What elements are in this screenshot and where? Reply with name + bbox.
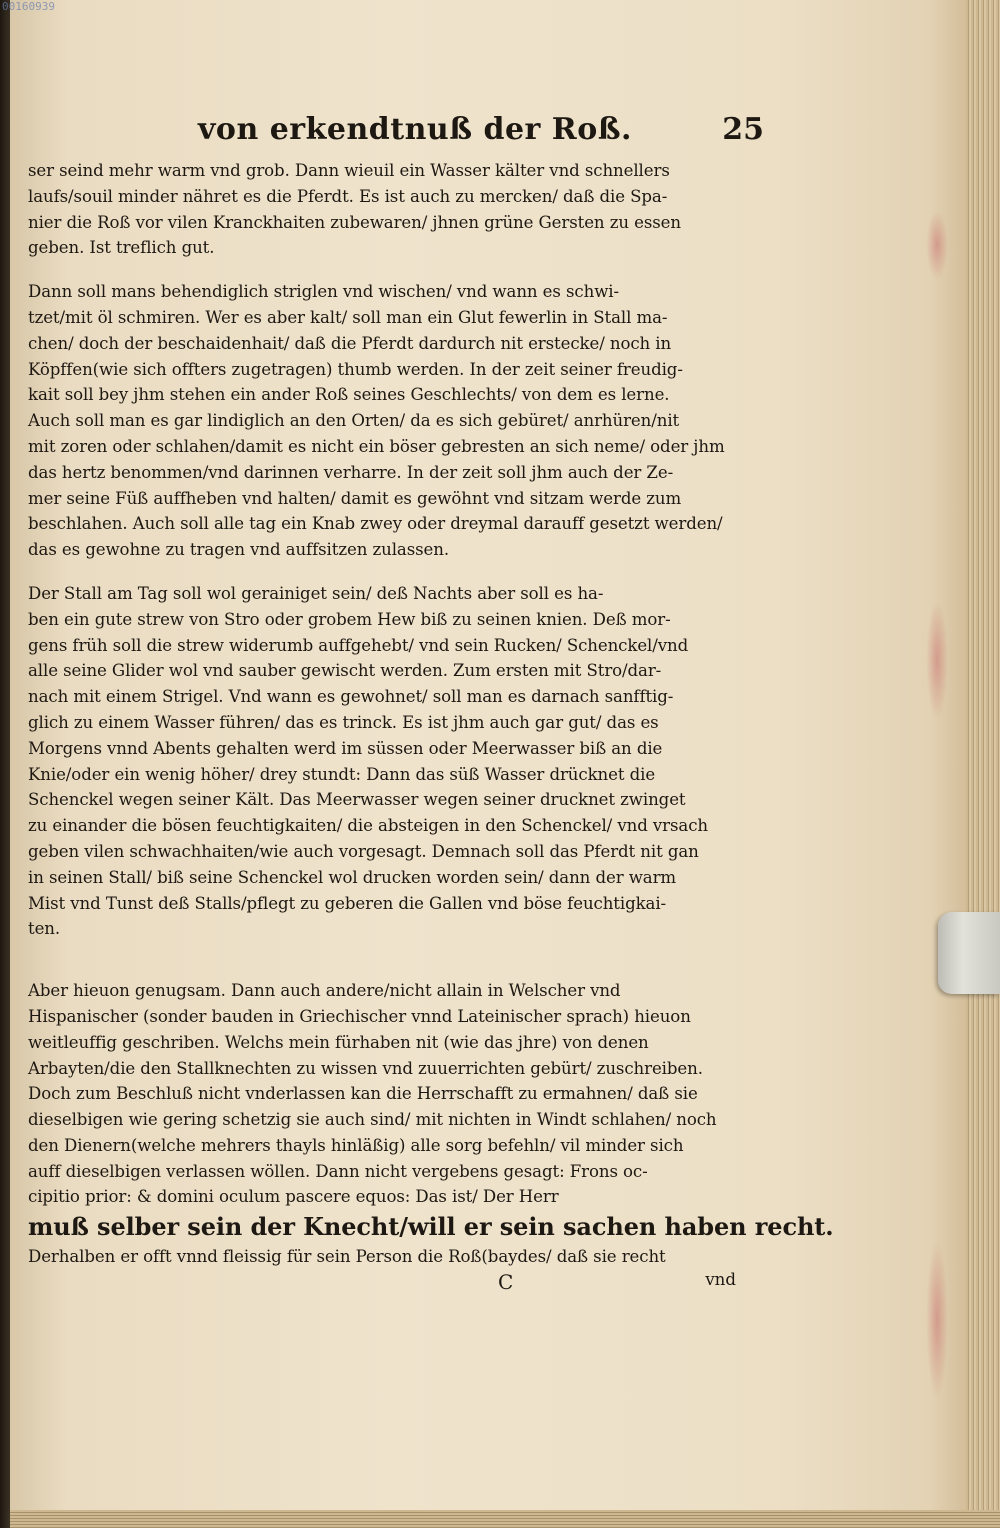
page-stain	[926, 600, 948, 720]
paragraph-3	[28, 581, 756, 942]
text-line: Köpffen(wie sich offters zugetragen) thumb werden. In der zeit seiner freudig-	[28, 359, 683, 379]
text-line: kait soll bey jhm stehen ein ander Roß seines Geschlechts/ von dem es lerne.	[28, 385, 670, 405]
paragraph-2	[28, 279, 756, 563]
text-line: Knie/oder ein wenig höher/ drey stundt: Dann das süß Wasser drücknet die	[28, 764, 656, 784]
text-line: ser seind mehr warm vnd grob. Dann wieuil ein Wasser kälter vnd schnellers	[28, 161, 670, 180]
text-line: weitleuffig geschriben. Welchs mein fürhaben nit (wie das jhre) von denen	[28, 1032, 649, 1052]
text-line: Hispanischer (sonder bauden in Griechischer vnnd Lateinischer sprach) hieuon	[28, 1006, 691, 1026]
text-line: Aber hieuon genugsam. Dann auch andere/nicht allain in Welscher vnd	[28, 981, 621, 1001]
text-line: das es gewohne zu tragen vnd auffsitzen zulassen.	[28, 540, 450, 560]
text-line: mer seine Füß auffheben vnd halten/ damit es gewöhnt vnd sitzam werde zum	[28, 488, 682, 508]
page-footer	[28, 1270, 756, 1296]
text-line: gens früh soll die strew widerumb auffgehebt/ vnd sein Rucken/ Schenckel/vnd	[28, 635, 689, 655]
text-line: Doch zum Beschluß nicht vnderlassen kan die Herrschafft zu ermahnen/ daß sie	[28, 1084, 698, 1104]
text-line: geben vilen schwachhaiten/wie auch vorgesagt. Demnach soll das Pferdt nit gan	[28, 841, 699, 861]
paragraph-4	[28, 978, 834, 1270]
page-edges	[966, 0, 1000, 1528]
text-line: geben. Ist treflich gut.	[28, 238, 215, 258]
text-line: glich zu einem Wasser führen/ das es trinck. Es ist jhm auch gar gut/ das es	[28, 712, 659, 732]
text-line: Arbayten/die den Stallknechten zu wissen vnd zuuerrichten gebürt/ zuschreiben.	[28, 1058, 703, 1078]
page-stain	[926, 210, 948, 280]
library-stamp: 00160939	[2, 0, 55, 13]
text-line: auff dieselbigen verlassen wöllen. Dann nicht vergebens gesagt: Frons oc-	[28, 1161, 648, 1181]
signature-mark: C	[498, 1270, 514, 1295]
running-head: von erkendtnuß der Roß.	[198, 112, 632, 147]
page-header	[28, 112, 764, 158]
text-line: den Dienern(welche mehrers thayls hinläßig) alle sorg befehln/ vil minder sich	[28, 1135, 684, 1155]
page-bottom-edge	[10, 1510, 1000, 1528]
text-block	[28, 112, 834, 1296]
paragraph-1	[28, 158, 756, 261]
text-line: Derhalben er offt vnnd fleissig für sein Person die Roß(baydes/ daß sie recht	[28, 1247, 666, 1267]
text-line: nier die Roß vor vilen Kranckhaiten zubewaren/ jhnen grüne Gersten zu essen	[28, 212, 681, 232]
catchword: vnd	[705, 1270, 736, 1290]
text-line: tzet/mit öl schmiren. Wer es aber kalt/ soll man ein Glut fewerlin in Stall ma-	[28, 307, 668, 327]
text-line: Auch soll man es gar lindiglich an den Orten/ da es sich gebüret/ anrhüren/nit	[28, 411, 680, 431]
text-line: cipitio prior: & domini oculum pascere equos: Das ist/ Der Herr	[28, 1187, 559, 1207]
text-line: Der Stall am Tag soll wol gerainiget sein/ deß Nachts aber soll es ha-	[28, 583, 604, 603]
text-line: Mist vnd Tunst deß Stalls/pflegt zu geberen die Gallen vnd böse feuchtigkai-	[28, 893, 667, 913]
text-line: zu einander die bösen feuchtigkaiten/ die absteigen in den Schenckel/ vnd vrsach	[28, 816, 708, 836]
emphasis-line: muß selber sein der Knecht/will er sein sachen haben recht.	[28, 1212, 834, 1242]
text-line: das hertz benommen/vnd darinnen verharre. In der zeit soll jhm auch der Ze-	[28, 462, 674, 482]
text-line: ten.	[28, 919, 61, 939]
text-line: in seinen Stall/ biß seine Schenckel wol drucken worden sein/ dann der warm	[28, 867, 677, 887]
page-stain	[926, 1240, 948, 1400]
text-line: dieselbigen wie gering schetzig sie auch sind/ mit nichten in Windt schlahen/ noch	[28, 1110, 717, 1130]
text-line: laufs/souil minder nähret es die Pferdt. Es ist auch zu mercken/ daß die Spa-	[28, 186, 668, 206]
text-line: alle seine Glider wol vnd sauber gewischt werden. Zum ersten mit Stro/dar-	[28, 661, 662, 681]
text-line: Dann soll mans behendiglich striglen vnd wischen/ vnd wann es schwi-	[28, 282, 620, 302]
text-line: Morgens vnnd Abents gehalten werd im süssen oder Meerwasser biß an die	[28, 738, 663, 758]
page-number: 25	[722, 112, 764, 147]
text-line: Schenckel wegen seiner Kält. Das Meerwasser wegen seiner drucknet zwinget	[28, 790, 686, 810]
text-line: nach mit einem Strigel. Vnd wann es gewohnet/ soll man es darnach sanfftig-	[28, 687, 674, 707]
text-line: mit zoren oder schlahen/damit es nicht ein böser gebresten an sich neme/ oder jhm	[28, 436, 725, 456]
page-clip-tab	[938, 912, 1000, 994]
text-line: chen/ doch der beschaidenhait/ daß die Pferdt dardurch nit erstecke/ noch in	[28, 333, 672, 353]
text-line: ben ein gute strew von Stro oder grobem Hew biß zu seinen knien. Deß mor-	[28, 609, 671, 629]
text-line: beschlahen. Auch soll alle tag ein Knab zwey oder dreymal darauff gesetzt werden/	[28, 514, 723, 534]
